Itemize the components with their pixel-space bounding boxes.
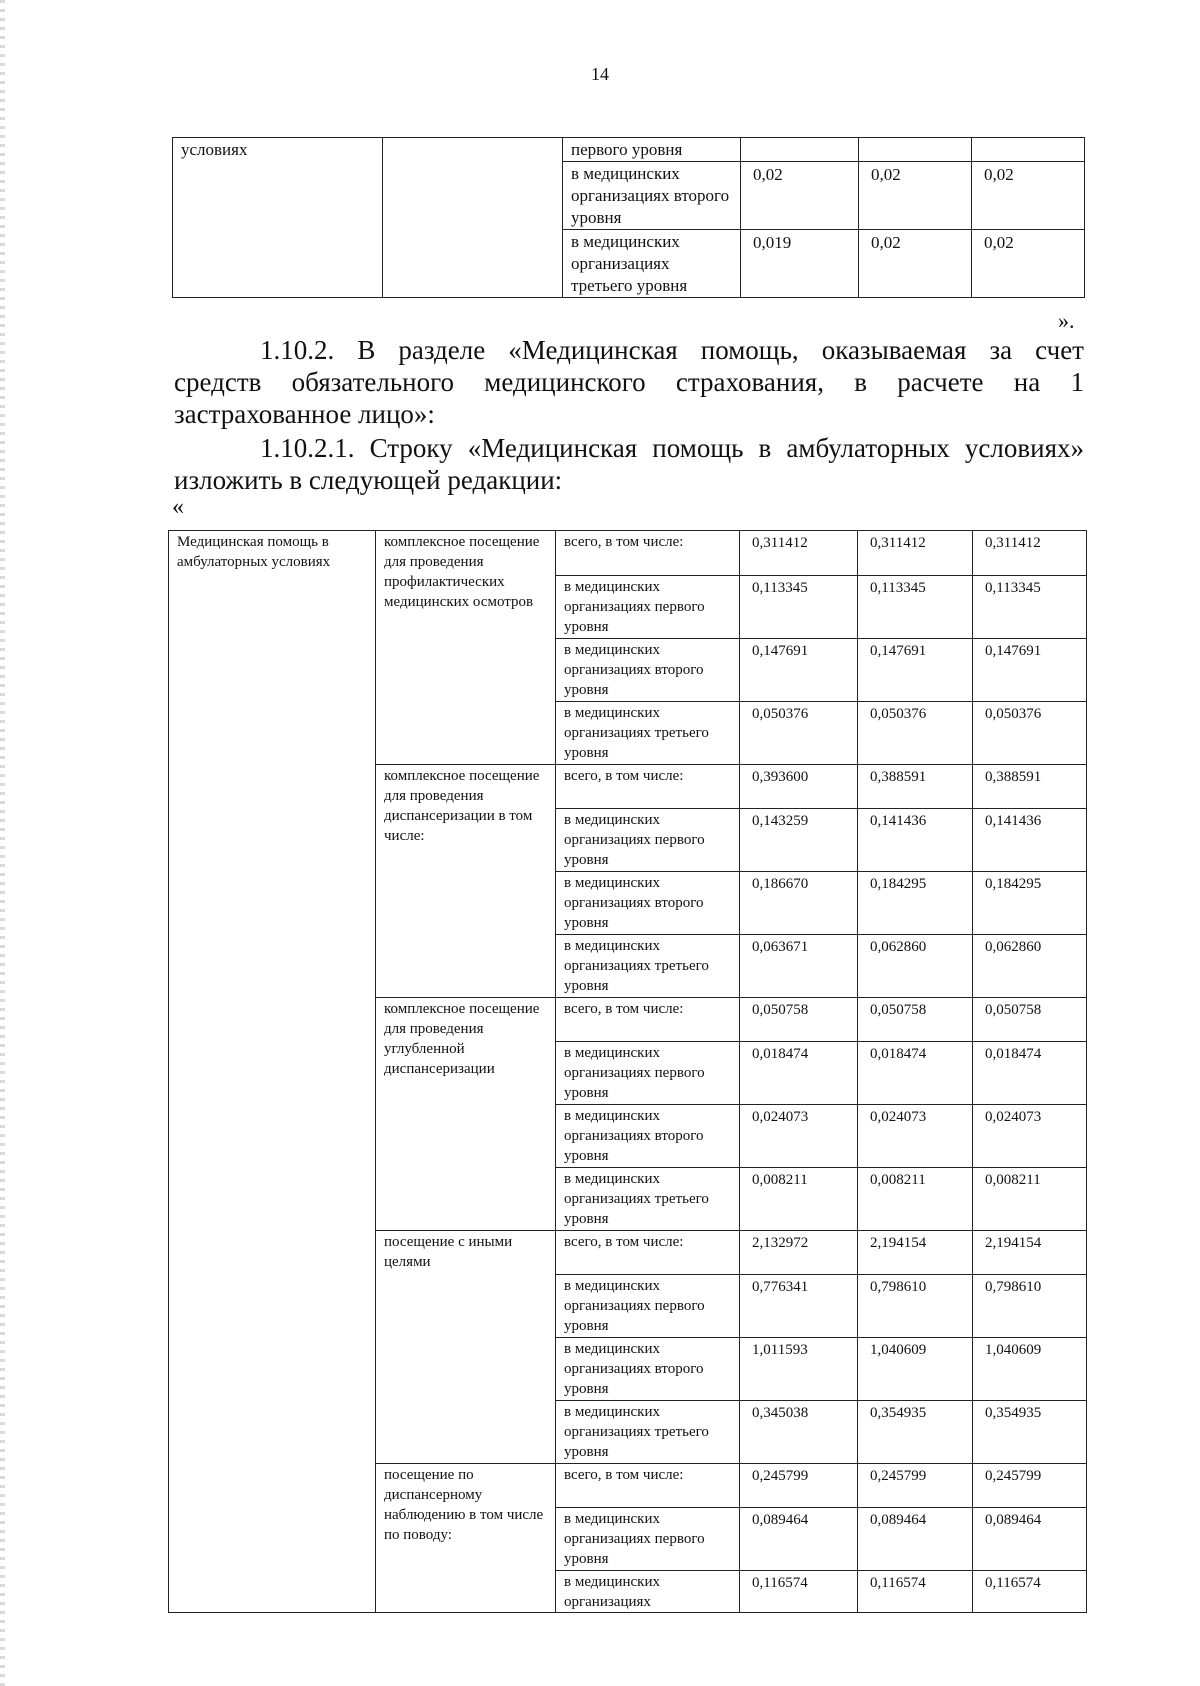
value-cell: 0,776341 (740, 1275, 858, 1338)
value-cell (972, 138, 1085, 162)
level-cell: в медицинских организациях второго уровня (556, 872, 740, 935)
value-cell: 0,008211 (740, 1168, 858, 1231)
value-cell: 0,050758 (740, 998, 858, 1042)
value-cell: 0,245799 (973, 1464, 1087, 1508)
level-cell: в медицинских организациях второго уровня (556, 1338, 740, 1401)
opening-quote: « (172, 494, 184, 520)
value-cell: 0,062860 (858, 935, 973, 998)
value-cell: 0,050376 (858, 702, 973, 765)
group-label: комплексное посещение для проведения профилактических медицинских осмотров (376, 531, 556, 765)
level-cell: в медицинских организациях третьего уровня (563, 230, 741, 298)
level-cell: первого уровня (563, 138, 741, 162)
value-cell: 0,147691 (858, 639, 973, 702)
value-cell: 0,116574 (740, 1571, 858, 1613)
table-row (169, 531, 1087, 576)
value-cell: 0,141436 (858, 809, 973, 872)
level-cell: всего, в том числе: (556, 1231, 740, 1275)
value-cell: 0,354935 (973, 1401, 1087, 1464)
level-cell: всего, в том числе: (556, 998, 740, 1042)
level-cell: в медицинских организациях первого уровня (556, 1042, 740, 1105)
value-cell: 0,050376 (973, 702, 1087, 765)
group-label: комплексное посещение для проведения углубленной диспансеризации (376, 998, 556, 1231)
value-cell: 0,245799 (858, 1464, 973, 1508)
level-cell: в медицинских организациях первого уровня (556, 1275, 740, 1338)
value-cell: 0,018474 (973, 1042, 1087, 1105)
value-cell: 0,02 (741, 162, 859, 230)
paragraph-1-10-2-1 (174, 432, 1084, 496)
value-cell: 0,147691 (973, 639, 1087, 702)
value-cell (859, 138, 972, 162)
value-cell: 1,011593 (740, 1338, 858, 1401)
closing-quote: ». (1058, 308, 1075, 333)
main-table (168, 530, 1087, 1613)
group-label: комплексное посещение для проведения диспансеризации в том числе: (376, 765, 556, 998)
level-cell: в медицинских организациях третьего уровня (556, 702, 740, 765)
value-cell: 0,024073 (740, 1105, 858, 1168)
group-label: посещение по диспансерному наблюдению в том числе по поводу: (376, 1464, 556, 1613)
page-number: 14 (591, 64, 609, 84)
value-cell: 0,184295 (858, 872, 973, 935)
row-label: Медицинская помощь в амбулаторных условиях (169, 531, 376, 1613)
value-cell: 0,018474 (858, 1042, 973, 1105)
scan-edge (0, 0, 5, 1686)
value-cell: 0,113345 (858, 576, 973, 639)
value-cell: 0,050376 (740, 702, 858, 765)
value-cell: 0,089464 (858, 1508, 973, 1571)
level-cell: всего, в том числе: (556, 1464, 740, 1508)
paragraph-1-10-2 (174, 334, 1084, 430)
value-cell: 2,132972 (740, 1231, 858, 1275)
value-cell: 0,050758 (858, 998, 973, 1042)
group-label: посещение с иными целями (376, 1231, 556, 1464)
level-cell: в медицинских организациях второго уровня (563, 162, 741, 230)
value-cell: 0,089464 (740, 1508, 858, 1571)
level-cell: в медицинских организациях третьего уровня (556, 935, 740, 998)
value-cell: 0,113345 (973, 576, 1087, 639)
row-label: условиях (173, 138, 383, 298)
level-cell: в медицинских организациях первого уровня (556, 576, 740, 639)
paragraph-line: 1.10.2. В разделе «Медицинская помощь, оказываемая за счет (260, 335, 1084, 365)
level-cell: всего, в том числе: (556, 765, 740, 809)
value-cell: 0,062860 (973, 935, 1087, 998)
value-cell: 0,116574 (858, 1571, 973, 1613)
value-cell: 0,354935 (858, 1401, 973, 1464)
level-cell: в медицинских организациях первого уровня (556, 809, 740, 872)
value-cell: 0,02 (859, 162, 972, 230)
paragraph-line: изложить в следующей редакции: (174, 465, 563, 495)
value-cell: 0,02 (859, 230, 972, 298)
level-cell: всего, в том числе: (556, 531, 740, 576)
level-cell: в медицинских организациях (556, 1571, 740, 1613)
value-cell: 0,245799 (740, 1464, 858, 1508)
value-cell: 0,008211 (973, 1168, 1087, 1231)
value-cell: 0,050758 (973, 998, 1087, 1042)
value-cell: 2,194154 (973, 1231, 1087, 1275)
top-table (172, 137, 1085, 298)
row-sublabel (383, 138, 563, 298)
value-cell: 1,040609 (858, 1338, 973, 1401)
value-cell: 0,388591 (973, 765, 1087, 809)
level-cell: в медицинских организациях третьего уровня (556, 1168, 740, 1231)
paragraph-line: застрахованное лицо»: (174, 399, 435, 429)
value-cell: 0,311412 (973, 531, 1087, 576)
value-cell: 0,019 (741, 230, 859, 298)
value-cell: 0,02 (972, 230, 1085, 298)
value-cell: 1,040609 (973, 1338, 1087, 1401)
value-cell: 0,024073 (973, 1105, 1087, 1168)
value-cell: 2,194154 (858, 1231, 973, 1275)
value-cell: 0,024073 (858, 1105, 973, 1168)
value-cell: 0,388591 (858, 765, 973, 809)
value-cell: 0,063671 (740, 935, 858, 998)
paragraph-line: средств обязательного медицинского страхования, в расчете на 1 (174, 367, 1084, 397)
value-cell: 0,311412 (740, 531, 858, 576)
level-cell: в медицинских организациях второго уровня (556, 639, 740, 702)
value-cell: 0,798610 (973, 1275, 1087, 1338)
paragraph-line: 1.10.2.1. Строку «Медицинская помощь в амбулаторных условиях» (260, 433, 1084, 463)
value-cell: 0,018474 (740, 1042, 858, 1105)
value-cell: 0,393600 (740, 765, 858, 809)
value-cell: 0,116574 (973, 1571, 1087, 1613)
value-cell: 0,311412 (858, 531, 973, 576)
value-cell: 0,141436 (973, 809, 1087, 872)
value-cell: 0,345038 (740, 1401, 858, 1464)
level-cell: в медицинских организациях второго уровня (556, 1105, 740, 1168)
value-cell: 0,147691 (740, 639, 858, 702)
value-cell: 0,008211 (858, 1168, 973, 1231)
value-cell: 0,184295 (973, 872, 1087, 935)
value-cell: 0,143259 (740, 809, 858, 872)
table-row (173, 138, 1085, 162)
value-cell (741, 138, 859, 162)
value-cell: 0,02 (972, 162, 1085, 230)
value-cell: 0,113345 (740, 576, 858, 639)
level-cell: в медицинских организациях третьего уровня (556, 1401, 740, 1464)
value-cell: 0,089464 (973, 1508, 1087, 1571)
level-cell: в медицинских организациях первого уровня (556, 1508, 740, 1571)
value-cell: 0,186670 (740, 872, 858, 935)
value-cell: 0,798610 (858, 1275, 973, 1338)
